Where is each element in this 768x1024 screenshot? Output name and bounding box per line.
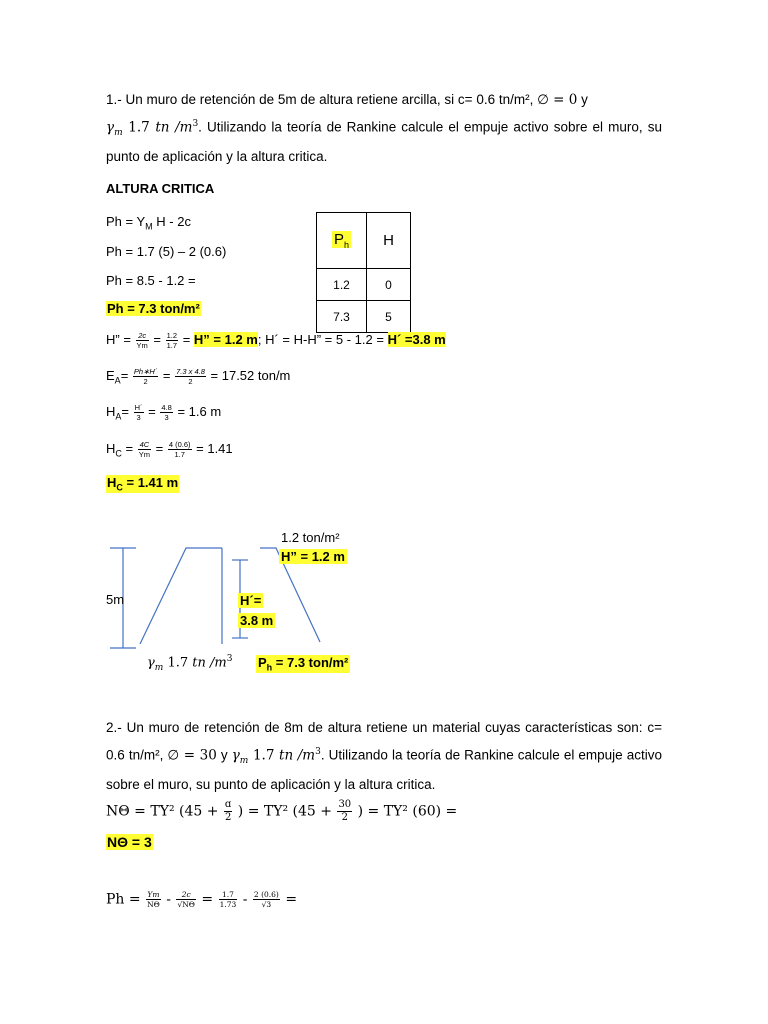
ea-line: $E_A=$ $\frac{Ph∗H´}{2}$ = $\frac{7.3 x 4.8}{2}$ = 17.52 ton/m [106, 367, 291, 386]
ph-calc-line: Ph = 8.5 - 1.2 = [106, 273, 196, 288]
table-cell: 1.2 [317, 269, 367, 301]
diagram-gamma-label: $\gamma_m$ 1.7 tn $/m^3$ [147, 654, 233, 673]
gamma-symbol: γ [231, 747, 240, 764]
table-header-h: H [367, 213, 411, 269]
diagram-hpp-label: H” = 1.2 m [281, 549, 345, 564]
problem-2-statement: 2.- Un muro de retención de 8m de altura retiene un material cuyas características son: c= 0.6 tn/m², ∅ = 30 y $\gamma_m$ 1.7 tn $/m^3$. Utilizando la teoría de Rankine calcule el empuje activo sobre el muro, su punto de aplicación y la altura critica. [106, 720, 663, 793]
h-double-prime-line: H” = $\frac{2c}{Ym}$ = $\frac{1.2}{1.7}$ = H” = 1.2 m; H´ = H-H” = 5 - 1.2 = H´ =3.8 m [106, 331, 446, 350]
ph-h-table [316, 212, 411, 333]
nphi-line: NΘ = TY² (45 + $\frac{\text{ɑ}}{2}$ ) = TY² (45 + $\frac{30}{2}$ ) = TY² (60) = [106, 799, 458, 823]
problem-1-statement: 1.- Un muro de retención de 5m de altura retiene arcilla, si c= 0.6 tn/m², ∅ = 0 y $\gamma_m$ 1.7 tn $/m^3$. Utilizando la teoría de Rankine calcule el empuje activo sobre el muro, su punto de aplicación y la altura critica. [106, 92, 662, 165]
diagram-hprime-label-1: H´= [240, 593, 262, 608]
h-prime-result: H´ =3.8 m [387, 331, 446, 347]
section-heading: ALTURA CRITICA [106, 181, 215, 196]
ph-substitution-line: Ph = 1.7 (5) – 2 (0.6) [106, 244, 227, 259]
h-double-prime-result: H” = 1.2 m [193, 331, 258, 347]
table-cell: 0 [367, 269, 411, 301]
diagram-top-pressure-label: 1.2 ton/m² [281, 530, 340, 545]
table-header-ph: $P_h$ [317, 213, 367, 269]
ph2-line: Ph = $\frac{Ym}{N\Theta}$ - $\frac{2c}{√N\Theta}$ = $\frac{1.7}{1.73}$ - $\frac{2 (0.6)}{√3}$ = [106, 890, 298, 909]
table-cell: 7.3 [317, 301, 367, 333]
ha-line: $H_A=$ $\frac{H´}{3}$ = $\frac{4.8}{3}$ = 1.6 m [106, 403, 222, 422]
ph-result: Ph = 7.3 ton/m² [107, 301, 200, 316]
table-cell: 5 [367, 301, 411, 333]
phi-equation: ∅ = 0 [537, 92, 578, 108]
left-pressure-edge [140, 548, 222, 644]
phi-equation: ∅ = 30 [167, 747, 217, 764]
problem-2-number: 2.- [106, 720, 122, 735]
gamma-symbol: γ [106, 119, 115, 136]
diagram-height-label: 5m [106, 592, 125, 607]
hc-line: $H_C$ = $\frac{4C}{Ym}$ = $\frac{4 (0.6)}{1.7}$ = 1.41 [106, 440, 233, 459]
ph-formula-line: $Ph = Y_M$ H - 2c [106, 214, 191, 232]
diagram-ph-label: $P_h = 7.3$ ton/m² [258, 655, 349, 673]
nphi-result: NΘ = 3 [107, 834, 152, 850]
diagram-hprime-label-2: 3.8 m [240, 613, 274, 628]
problem-1-number: 1.- [106, 92, 122, 107]
hc-result: $H_C = 1.41$ m [107, 475, 179, 493]
